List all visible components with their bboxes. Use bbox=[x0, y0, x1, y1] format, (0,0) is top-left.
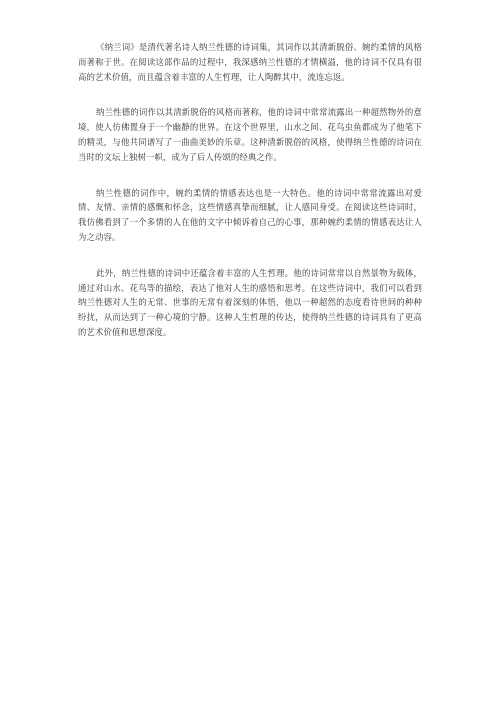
paragraph-1: 《纳兰词》是清代著名诗人纳兰性德的诗词集，其词作以其清新脱俗、婉约柔情的风格而著称于世。在阅读这部作品的过程中，我深感纳兰性德的才情横溢，他的诗词不仅具有很高的艺术价值，而且蕴含着丰富的人生哲理，让人陶醉其中，流连忘返。 bbox=[78, 42, 422, 82]
document-body bbox=[78, 40, 422, 361]
paragraph-2: 纳兰性德的词作以其清新脱俗的风格而著称，他的诗词中常常流露出一种超然物外的意境，使人仿佛置身于一个幽静的世界。在这个世界里，山水之间、花鸟虫鱼都成为了他笔下的精灵，与他共同谱写了一曲曲美妙的乐章。这种清新脱俗的风格，使得纳兰性德的诗词在当时的文坛上独树一帜，成为了后人传颂的经典之作。 bbox=[78, 107, 422, 162]
paragraph-3: 纳兰性德的词作中，婉约柔情的情感表达也是一大特色。他的诗词中常常流露出对爱情、友情、亲情的感慨和怀念，这些情感真挚而细腻，让人感同身受。在阅读这些诗词时，我仿佛看到了一个多情的人在他的文字中倾诉着自己的心事，那种婉约柔情的情感表达让人为之动容。 bbox=[78, 187, 422, 242]
paragraph-4: 此外，纳兰性德的诗词中还蕴含着丰富的人生哲理。他的诗词常常以自然景物为载体，通过对山水、花鸟等的描绘，表达了他对人生的感悟和思考。在这些诗词中，我们可以看到纳兰性德对人生的无常、世事的无常有着深刻的体悟，他以一种超然的态度看待世间的种种纷扰，从而达到了一种心境的宁静。这种人生哲理的传达，使得纳兰性德的诗词具有了更高的艺术价值和思想深度。 bbox=[78, 267, 422, 337]
